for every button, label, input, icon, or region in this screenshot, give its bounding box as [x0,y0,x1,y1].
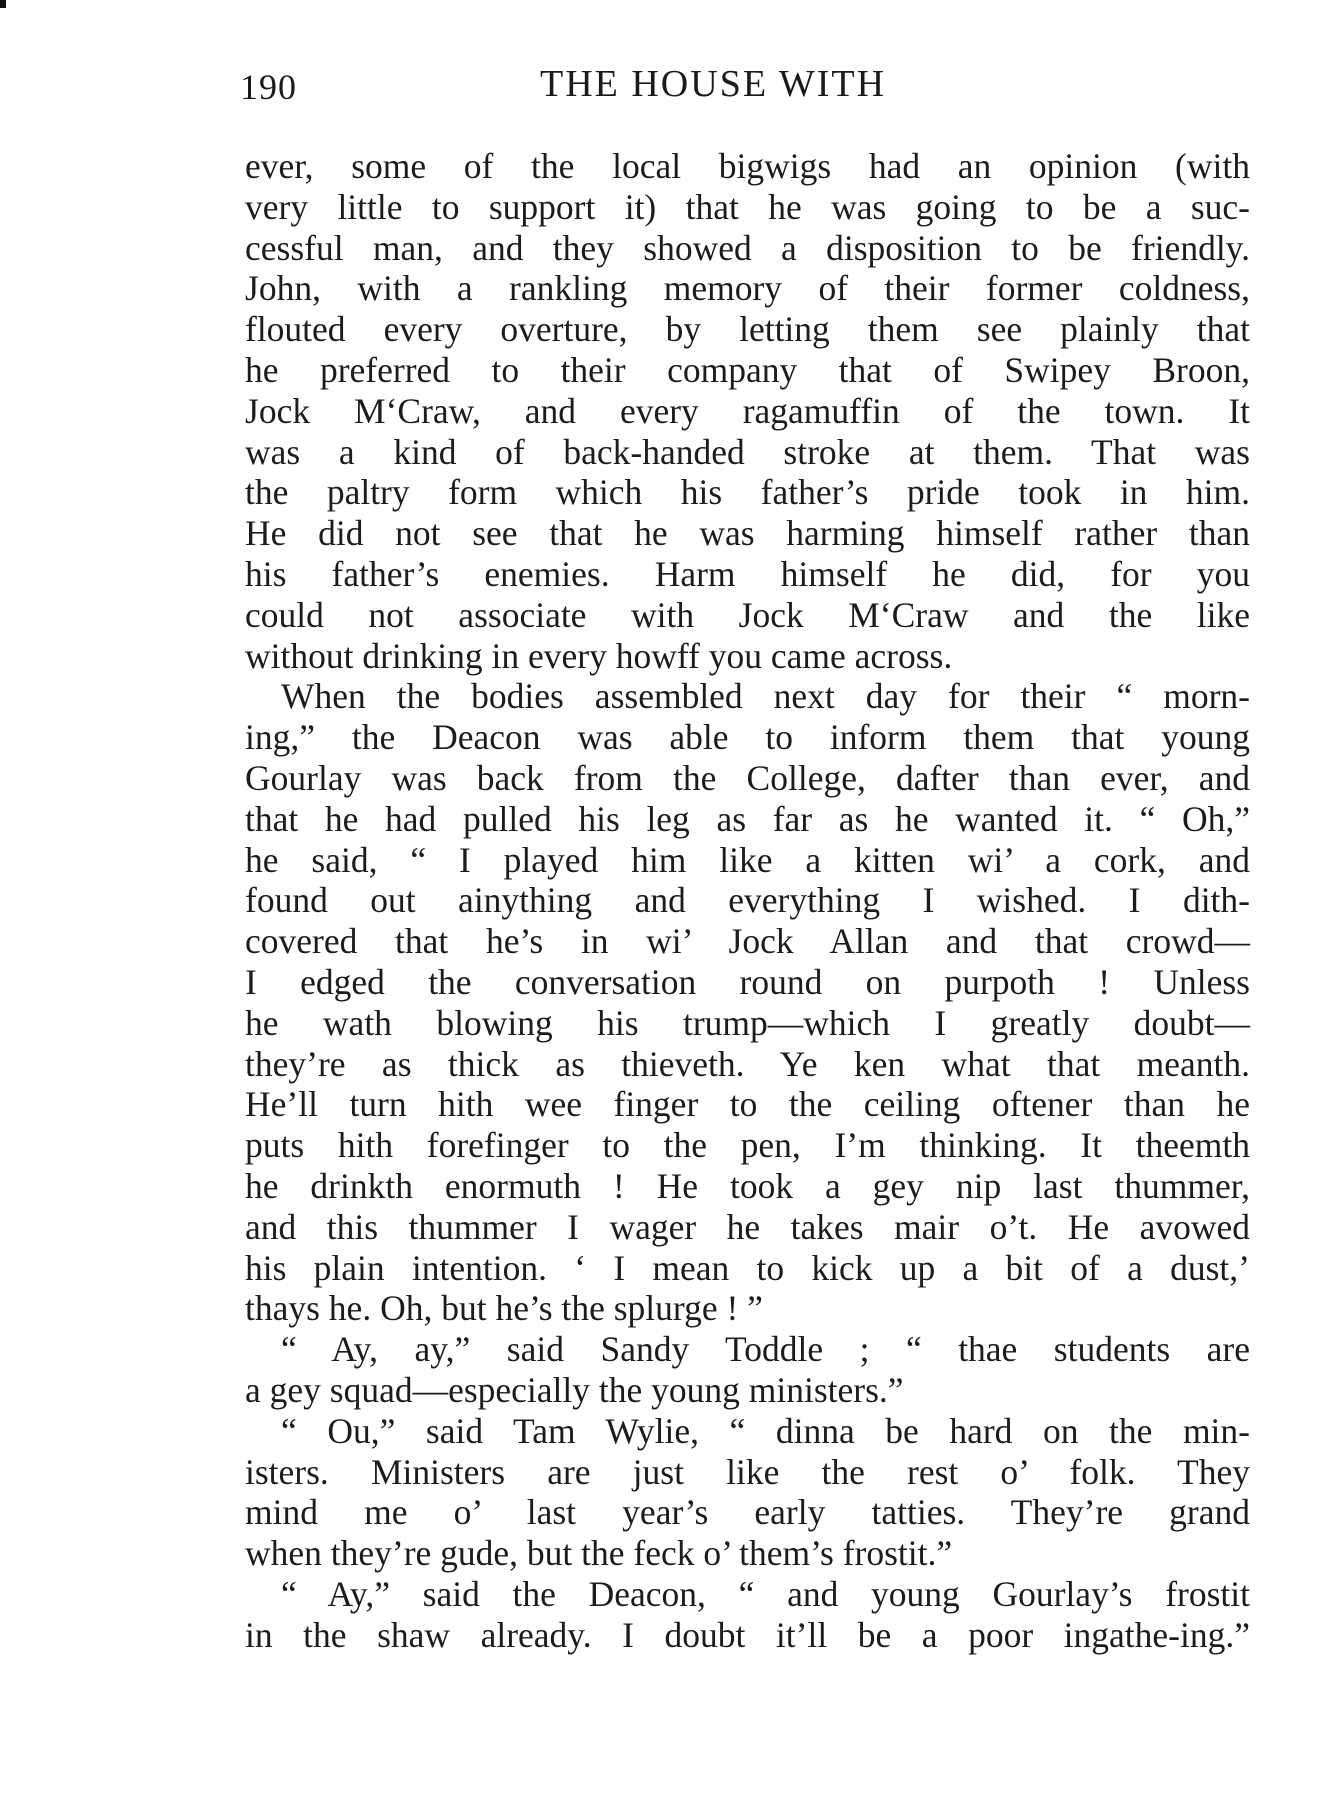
text-line: in the shaw already. I doubt it’ll be a poor ingathe‐ing.” [245,1614,1250,1655]
text-line: He did not see that he was harming himself rather than [245,513,1250,554]
paragraph [245,1329,1250,1411]
text-line: isters. Ministers are just like the rest o’ folk. They [245,1451,1250,1492]
text-line: was a kind of back-handed stroke at them. That was [245,431,1250,472]
paragraph [245,146,1250,676]
text-line: “ Ay, ay,” said Sandy Toddle ; “ thae students are [281,1329,1250,1370]
text-line: very little to support it) that he was going to be a suc- [245,186,1250,227]
text-line: Jock M‘Craw, and every ragamuffin of the town. It [245,390,1250,431]
text-line: he said, “ I played him like a kitten wi’ a cork, and [245,839,1250,880]
text-line: that he had pulled his leg as far as he wanted it. “ Oh,” [245,798,1250,839]
text-line: Gourlay was back from the College, dafter than ever, and [245,757,1250,798]
page-header [240,62,1250,122]
text-line: I edged the conversation round on purpoth ! Unless [245,961,1250,1002]
text-line: without drinking in every howff you came across. [245,635,953,676]
text-line: ever, some of the local bigwigs had an opinion (with [245,146,1250,186]
body-text [245,146,1250,1655]
paragraph [245,676,1250,1329]
text-line: cessful man, and they showed a disposition to be friendly. [245,227,1250,268]
text-line: his plain intention. ‘ I mean to kick up a bit of a dust,’ [245,1247,1250,1288]
page-number: 190 [240,67,297,107]
text-line: covered that he’s in wi’ Jock Allan and that crowd— [245,921,1250,962]
text-line: “ Ay,” said the Deacon, “ and young Gourlay’s frostit [281,1573,1250,1614]
paragraph [245,1574,1250,1656]
text-line: he wath blowing his trump—which I greatly doubt— [245,1002,1250,1043]
running-title: THE HOUSE WITH [540,63,887,105]
text-line: flouted every overture, by letting them see plainly that [245,309,1250,350]
scan-mark [0,0,6,8]
text-line: puts hith forefinger to the pen, I’m thinking. It theemth [245,1125,1250,1166]
text-line: “ Ou,” said Tam Wylie, “ dinna be hard on the min- [281,1410,1250,1451]
text-line: thays he. Oh, but he’s the splurge ! ” [245,1288,763,1329]
text-line: ing,” the Deacon was able to inform them that young [245,717,1250,758]
text-line: a gey squad—especially the young ministers.” [245,1369,904,1410]
text-line: they’re as thick as thieveth. Ye ken what that meanth. [245,1043,1250,1084]
text-line: his father’s enemies. Harm himself he did, for you [245,553,1250,594]
text-line: he preferred to their company that of Swipey Broon, [245,349,1250,390]
text-line: John, with a rankling memory of their former coldness, [245,268,1250,309]
text-line: the paltry form which his father’s pride took in him. [245,472,1250,513]
text-line: He’ll turn hith wee finger to the ceiling oftener than he [245,1084,1250,1125]
text-line: and this thummer I wager he takes mair o’t. He avowed [245,1206,1250,1247]
text-line: could not associate with Jock M‘Craw and the like [245,594,1250,635]
text-line: When the bodies assembled next day for their “ morn- [281,676,1250,717]
text-line: found out ainything and everything I wished. I dith- [245,880,1250,921]
text-line: he drinkth enormuth ! He took a gey nip last thummer, [245,1165,1250,1206]
paragraph [245,1411,1250,1574]
text-line: when they’re gude, but the feck o’ them’s frostit.” [245,1533,953,1574]
text-line: mind me o’ last year’s early tatties. They’re grand [245,1492,1250,1533]
